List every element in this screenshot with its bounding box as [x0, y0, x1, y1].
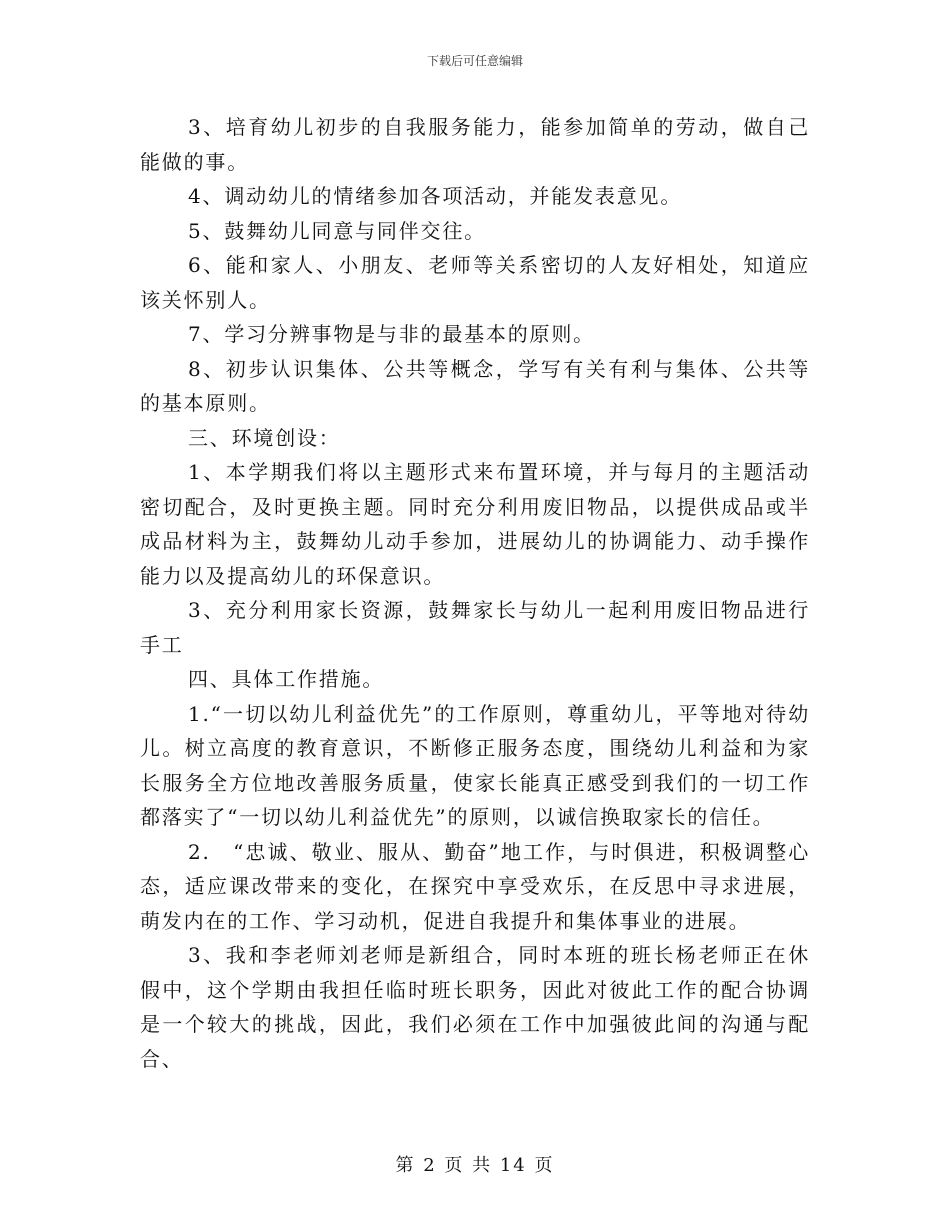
paragraph-item-4: 4、调动幼儿的情绪参加各项活动，并能发表意见。 — [188, 184, 683, 208]
paragraph-environment-1: 1、本学期我们将以主题形式来布置环境，并与每月的主题活动密切配合，及时更换主题。同时充分利用废旧物品，以提供成品或半成品材料为主，鼓舞幼儿动手参加，进展幼儿的协调能力、动手操作能力以及提高幼儿的环保意识。 — [140, 460, 810, 588]
paragraph-item-3: 3、培育幼儿初步的自我服务能力，能参加简单的劳动，做自己能做的事。 — [140, 115, 810, 174]
page-footer: 第 2 页 共 14 页 — [395, 1155, 555, 1176]
paragraph-item-8: 8、初步认识集体、公共等概念，学写有关有利与集体、公共等的基本原则。 — [140, 356, 810, 415]
paragraph-item-5: 5、鼓舞幼儿同意与同伴交往。 — [188, 218, 486, 243]
paragraph-item-6: 6、能和家人、小朋友、老师等关系密切的人友好相处，知道应该关怀别人。 — [140, 253, 810, 312]
page-header: 下载后可任意编辑 — [426, 54, 523, 68]
section-heading-measures: 四、具体工作措施。 — [188, 667, 385, 691]
paragraph-measures-1: 1.“一切以幼儿利益优先”的工作原则，尊重幼儿，平等地对待幼儿。树立高度的教育意识，不断修正服务态度，围绕幼儿利益和为家长服务全方位地改善服务质量，使家长能真正感受到我们的一切工作都落实了“一切以幼儿利益优先”的原则，以诚信换取家长的信任。 — [140, 701, 810, 829]
section-heading-environment: 三、环境创设： — [188, 425, 341, 450]
paragraph-environment-3: 3、充分利用家长资源，鼓舞家长与幼儿一起利用废旧物品进行手工 — [140, 598, 810, 657]
paragraph-measures-2: 2. “忠诚、敬业、服从、勤奋”地工作，与时俱进，积极调整心态，适应课改带来的变化，在探究中享受欢乐，在反思中寻求进展，萌发内在的工作、学习动机，促进自我提升和集体事业的进展。 — [140, 839, 810, 933]
paragraph-item-7: 7、学习分辨事物是与非的最基本的原则。 — [188, 322, 595, 346]
paragraph-measures-3: 3、我和李老师刘老师是新组合，同时本班的班长杨老师正在休假中，这个学期由我担任临时班长职务，因此对彼此工作的配合协调是一个较大的挑战，因此，我们必须在工作中加强彼此间的沟通与配合、 — [140, 943, 810, 1071]
document-body — [140, 110, 810, 1076]
